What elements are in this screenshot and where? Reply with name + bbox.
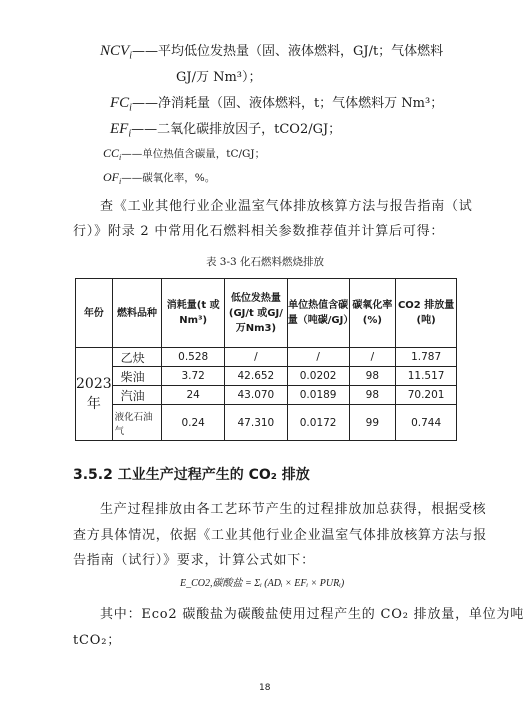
header-consumption: 消耗量(t 或Nm³) [162, 279, 225, 348]
fc-subscript: i [129, 102, 132, 114]
table-header-row [76, 279, 457, 348]
section-line-2: 查方具体情况，依据《工业其他行业企业温室气体排放核算方法与报 [73, 528, 488, 543]
table-row [76, 367, 457, 386]
carbon-cell: 0.0172 [287, 405, 349, 441]
table-caption: 表 3-3 化石燃料燃烧排放 [205, 256, 325, 268]
oxidation-cell: 98 [349, 367, 396, 386]
where-line-2: tCO₂； [73, 633, 122, 648]
table-row [76, 386, 457, 405]
cc-text: ——单位热值含碳量，tC/GJ； [121, 148, 266, 160]
of-text: ——碳氧化率，%。 [121, 172, 216, 184]
ncv-cell: 47.310 [225, 405, 288, 441]
ncv-subscript: i [129, 50, 132, 62]
emission-formula: E_CO2,碳酸盐 = Σᵢ (ADᵢ × EFᵢ × PURᵢ) [180, 578, 345, 589]
ncv-cell: / [225, 348, 288, 367]
fuel-cell: 柴油 [112, 367, 162, 386]
cc-subscript: i [119, 153, 122, 163]
cc-symbol: CC [103, 146, 120, 160]
section-line-3: 告指南（试行）》要求，计算公式如下： [73, 553, 315, 568]
consumption-cell: 24 [162, 386, 225, 405]
ncv-text: ——平均低位发热量（固、液体燃料，GJ/t；气体燃料 [131, 44, 444, 59]
year-cell: 2023年 [76, 348, 113, 441]
header-oxidation: 碳氧化率(%) [349, 279, 396, 348]
co2-cell: 70.201 [396, 386, 457, 405]
header-carbon-content: 单位热值含碳量（吨碳/GJ） [287, 279, 349, 348]
ef-text: ——二氧化碳排放因子，tCO2/GJ； [131, 122, 342, 137]
header-ncv: 低位发热量(GJ/t 或GJ/万Nm3) [225, 279, 288, 348]
consumption-cell: 0.528 [162, 348, 225, 367]
fuel-cell: 液化石油气 [112, 405, 162, 441]
fc-definition [110, 92, 443, 114]
co2-cell: 0.744 [396, 405, 457, 441]
carbon-cell: / [287, 348, 349, 367]
section-line-1: 生产过程排放由各工艺环节产生的过程排放加总获得，根据受核 [100, 502, 487, 517]
ncv-cell: 43.070 [225, 386, 288, 405]
table-row [76, 348, 457, 367]
consumption-cell: 3.72 [162, 367, 225, 386]
cc-definition [103, 146, 265, 162]
page-number: 18 [259, 683, 271, 693]
ncv-definition-cont: GJ/万 Nm³）； [176, 70, 262, 85]
carbon-cell: 0.0202 [287, 367, 349, 386]
fuel-cell: 汽油 [112, 386, 162, 405]
ncv-definition [100, 40, 443, 62]
fuel-cell: 乙炔 [112, 348, 162, 367]
ef-definition [110, 118, 341, 140]
ef-symbol: EF [110, 121, 129, 137]
oxidation-cell: 99 [349, 405, 396, 441]
header-co2: CO2 排放量(吨) [396, 279, 457, 348]
of-subscript: i [119, 177, 122, 187]
header-year: 年份 [76, 279, 113, 348]
fc-symbol: FC [110, 95, 130, 111]
ncv-symbol: NCV [100, 43, 130, 59]
co2-cell: 1.787 [396, 348, 457, 367]
consumption-cell: 0.24 [162, 405, 225, 441]
where-line-1: 其中：Eco2 碳酸盐为碳酸盐使用过程产生的 CO₂ 排放量，单位为吨 [100, 607, 525, 622]
oxidation-cell: 98 [349, 386, 396, 405]
header-fuel: 燃料品种 [112, 279, 162, 348]
fc-text: ——净消耗量（固、液体燃料，t；气体燃料万 Nm³； [131, 96, 444, 111]
intro-line-1: 查《工业其他行业企业温室气体排放核算方法与报告指南（试 [100, 199, 473, 214]
of-symbol: OF [103, 170, 119, 184]
co2-cell: 11.517 [396, 367, 457, 386]
oxidation-cell: / [349, 348, 396, 367]
fossil-fuel-emissions-table [75, 278, 457, 441]
carbon-cell: 0.0189 [287, 386, 349, 405]
ncv-cell: 42.652 [225, 367, 288, 386]
ef-subscript: i [128, 128, 132, 140]
table-row [76, 405, 457, 441]
of-definition [103, 170, 215, 186]
section-title: 3.5.2 工业生产过程产生的 CO₂ 排放 [73, 467, 310, 483]
intro-line-2: 行）》附录 2 中常用化石燃料相关参数推荐值并计算后可得： [73, 224, 445, 239]
